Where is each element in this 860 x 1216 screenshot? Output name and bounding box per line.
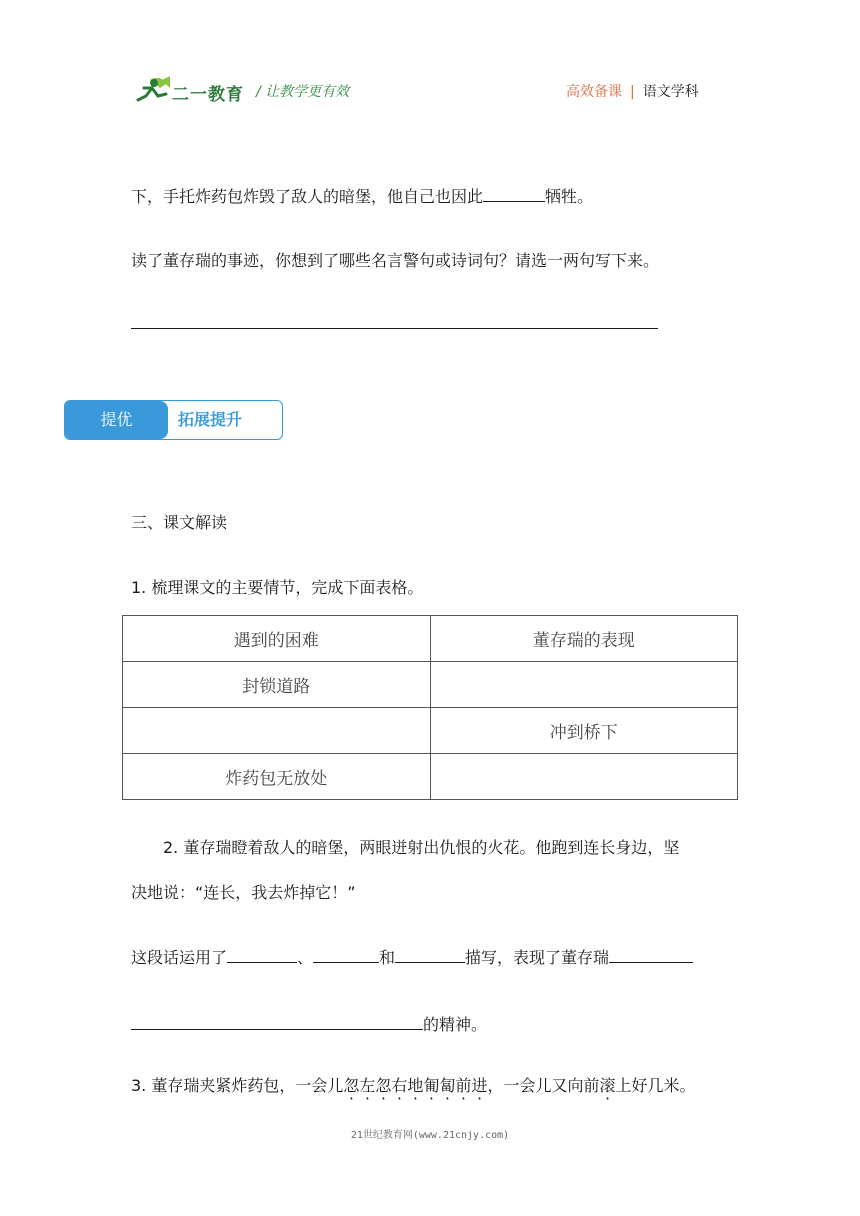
line1-pre: 下，手托炸药包炸毁了敌人的暗堡，他自己也因此: [131, 187, 484, 206]
fill-text: 描写，表现了董存瑞: [465, 948, 610, 967]
emphasized-char: 地: [407, 1076, 424, 1095]
fill-blank[interactable]: [131, 1013, 423, 1030]
table-cell: 封锁道路: [123, 662, 431, 708]
table-header-cell: 董存瑞的表现: [430, 616, 738, 662]
table-row: [123, 754, 738, 800]
slogan: / 让教学更有效: [256, 84, 350, 100]
line1-post: 牺牲。: [545, 187, 594, 206]
emphasized-char: 前: [455, 1076, 472, 1095]
emphasized-char: 匐: [439, 1076, 456, 1095]
emphasized-char: 忽: [375, 1076, 392, 1095]
subject-label: 语文学科: [642, 84, 699, 100]
q3-text: 上好几米。: [615, 1076, 696, 1095]
table-cell: 炸药包无放处: [123, 754, 431, 800]
q3-text: 3. 董存瑞夹紧炸药包，一会儿: [131, 1076, 344, 1095]
fill-text: 和: [379, 948, 396, 967]
question-2-line-1: 2. 董存瑞瞪着敌人的暗堡，两眼迸射出仇恨的火花。他跑到连长身边，坚: [163, 838, 680, 857]
emphasized-char: 左: [359, 1076, 376, 1095]
fill-blank[interactable]: [227, 946, 297, 963]
answer-line[interactable]: [131, 328, 658, 329]
question-3: [131, 1073, 696, 1096]
question-2-line-2: 决地说：“连长，我去炸掉它！”: [131, 883, 356, 902]
emphasized-char: 忽: [343, 1076, 360, 1095]
fill-text: 这段话运用了: [131, 948, 228, 967]
table-cell[interactable]: [430, 754, 738, 800]
table-row: [123, 662, 738, 708]
emphasized-char: 匍: [423, 1076, 440, 1095]
table-cell: 冲到桥下: [430, 708, 738, 754]
logo-text: 二一教育: [172, 85, 244, 105]
emphasized-char: 滚: [599, 1076, 616, 1095]
table-cell[interactable]: [430, 662, 738, 708]
fill-blank[interactable]: [395, 946, 465, 963]
fill-text: 、: [297, 948, 314, 967]
lesson-label: 高效备课: [566, 84, 622, 100]
plot-table: [122, 615, 738, 800]
table-header-cell: 遇到的困难: [123, 616, 431, 662]
footer-source: 21世纪教育网(www.21cnjy.com): [350, 1130, 510, 1141]
section-badge: [64, 400, 283, 440]
fill-blank[interactable]: [609, 946, 693, 963]
question-2-fill-end: [131, 1012, 487, 1035]
header-separator: |: [630, 84, 635, 100]
header-right: [566, 81, 699, 101]
q3-text: ，一会儿又向前: [487, 1076, 600, 1095]
emphasized-char: 进: [471, 1076, 488, 1095]
q3-dotted-phrase: [343, 1076, 487, 1095]
table-header-row: [123, 616, 738, 662]
emphasized-char: 右: [391, 1076, 408, 1095]
section-title: 三、课文解读: [131, 513, 228, 532]
question-2-fill: [131, 945, 693, 968]
badge-right: 拓展提升: [178, 410, 243, 429]
fill-text: 的精神。: [423, 1015, 488, 1034]
fill-blank[interactable]: [313, 946, 379, 963]
table-row: [123, 708, 738, 754]
badge-left: 提优: [65, 401, 168, 439]
question-1: 1. 梳理课文的主要情节，完成下面表格。: [131, 578, 424, 597]
text-line-1: [131, 184, 593, 207]
fill-blank[interactable]: [483, 185, 545, 202]
text-line-2: 读了董存瑞的事迹，你想到了哪些名言警句或诗词句？请选一两句写下来。: [131, 251, 660, 270]
q3-dotted-word: [600, 1076, 616, 1095]
table-cell[interactable]: [123, 708, 431, 754]
